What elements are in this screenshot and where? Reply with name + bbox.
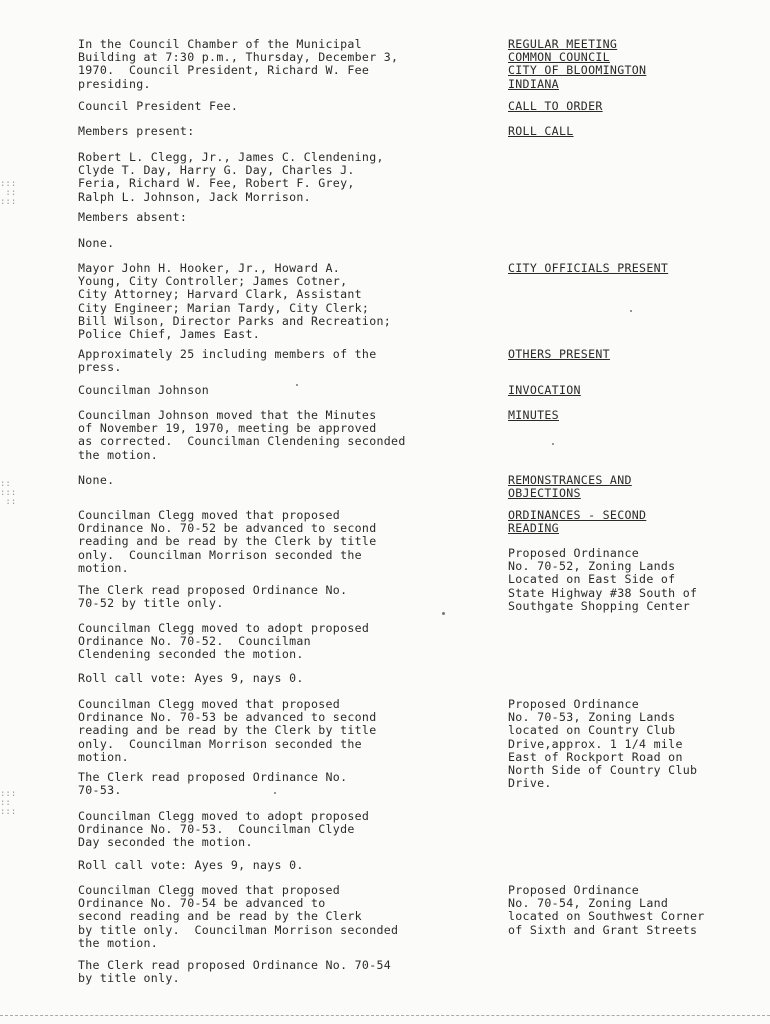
scan-speck xyxy=(442,612,445,615)
members-absent-value: None. xyxy=(78,236,115,250)
remonstrances-value: None. xyxy=(78,473,115,487)
call-to-order-heading: CALL TO ORDER xyxy=(508,99,603,113)
meeting-location-paragraph: In the Council Chamber of the Municipal Building at 7:30 p.m., Thursday, December 3, 1970. Council President, Richard W. Fee presiding. xyxy=(78,37,399,91)
scan-margin-artifact: ::: :: ::: xyxy=(0,179,17,207)
city-officials-list: Mayor John H. Hooker, Jr., Howard A. Young, City Controller; James Cotner, City Attorney; Harvard Clark, Assistant City Engineer; Marian Tardy, City Clerk; Bill Wilson, Director Parks and Recreation; Police Chief, James East. xyxy=(78,261,392,342)
scan-speck xyxy=(552,443,554,445)
scan-speck xyxy=(274,792,276,794)
ordinance-70-54-note: Proposed Ordinance No. 70-54, Zoning Land located on Southwest Corner of Sixth and Grant Streets xyxy=(508,883,705,937)
remonstrances-heading: REMONSTRANCES AND OBJECTIONS xyxy=(508,473,632,501)
ordinance-70-52-roll-call: Roll call vote: Ayes 9, nays 0. xyxy=(78,671,304,685)
ordinance-70-52-note: Proposed Ordinance No. 70-52, Zoning Lands Located on East Side of State Highway #38 South of Southgate Shopping Center xyxy=(508,546,698,613)
call-to-order-text: Council President Fee. xyxy=(78,99,239,113)
ordinances-second-reading-heading: ORDINANCES - SECOND READING xyxy=(508,508,647,536)
roll-call-heading: ROLL CALL xyxy=(508,124,574,138)
scan-speck xyxy=(296,384,298,386)
others-present-text: Approximately 25 including members of the press. xyxy=(78,347,377,375)
city-officials-heading: CITY OFFICIALS PRESENT xyxy=(508,261,669,275)
members-present-list: Robert L. Clegg, Jr., James C. Clendening, Clyde T. Day, Harry G. Day, Charles J. Feria, Richard W. Fee, Robert F. Grey, Ralph L. Johnson, Jack Morrison. xyxy=(78,150,384,204)
ordinance-70-53-advance-motion: Councilman Clegg moved that proposed Ordinance No. 70-53 be advanced to second reading and be read by the Clerk by title only. Councilman Morrison seconded the motion. xyxy=(78,697,377,764)
ordinance-70-54-read-text: The Clerk read proposed Ordinance No. 70-54 by title only. xyxy=(78,958,392,986)
page-bottom-edge xyxy=(0,1015,770,1017)
minutes-motion-text: Councilman Johnson moved that the Minutes of November 19, 1970, meeting be approved as corrected. Councilman Clendening seconded the motion. xyxy=(78,408,406,462)
ordinance-70-52-read-text: The Clerk read proposed Ordinance No. 70-52 by title only. xyxy=(78,583,348,611)
meeting-header: REGULAR MEETING COMMON COUNCIL CITY OF BLOOMINGTON INDIANA xyxy=(508,37,647,91)
ordinance-70-53-note: Proposed Ordinance No. 70-53, Zoning Lands located on Country Club Drive,approx. 1 1/4 mile East of Rockport Road on North Side of Country Club Drive. xyxy=(508,697,698,791)
ordinance-70-53-roll-call: Roll call vote: Ayes 9, nays 0. xyxy=(78,858,304,872)
ordinance-70-53-read-text: The Clerk read proposed Ordinance No. 70-53. xyxy=(78,770,348,798)
scan-speck xyxy=(630,310,632,312)
invocation-heading: INVOCATION xyxy=(508,383,581,397)
members-present-heading: Members present: xyxy=(78,124,195,138)
scan-margin-artifact: ::: :: ::: xyxy=(0,789,17,817)
ordinance-70-52-adopt-motion: Councilman Clegg moved to adopt proposed Ordinance No. 70-52. Councilman Clendening seconded the motion. xyxy=(78,621,370,662)
others-present-heading: OTHERS PRESENT xyxy=(508,347,610,361)
minutes-heading: MINUTES xyxy=(508,408,559,422)
ordinance-70-53-adopt-motion: Councilman Clegg moved to adopt proposed Ordinance No. 70-53. Councilman Clyde Day seconded the motion. xyxy=(78,809,370,850)
scan-margin-artifact: :: ::: :: xyxy=(0,479,17,507)
ordinance-70-52-advance-motion: Councilman Clegg moved that proposed Ordinance No. 70-52 be advanced to second reading and be read by the Clerk by title only. Councilman Morrison seconded the motion. xyxy=(78,508,377,575)
ordinance-70-54-advance-motion: Councilman Clegg moved that proposed Ordinance No. 70-54 be advanced to second reading and be read by the Clerk by title only. Councilman Morrison seconded the motion. xyxy=(78,883,399,950)
members-absent-heading: Members absent: xyxy=(78,210,188,224)
invocation-text: Councilman Johnson xyxy=(78,383,210,397)
